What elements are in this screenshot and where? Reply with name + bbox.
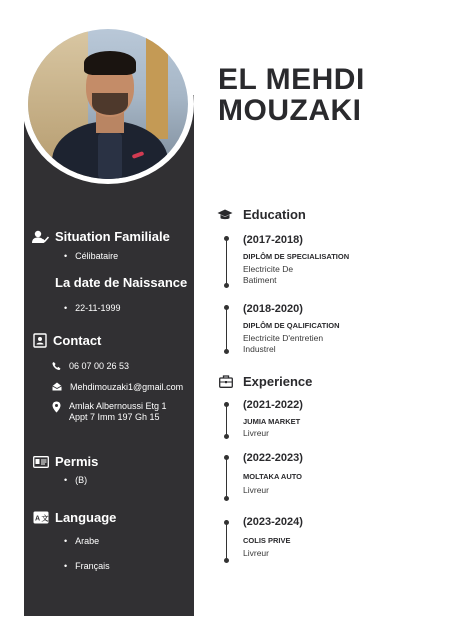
situation-heading bbox=[32, 229, 170, 244]
education-desc-line: Batiment bbox=[243, 275, 277, 285]
experience-years: (2021-2022) bbox=[243, 399, 303, 411]
language-item: • Français bbox=[64, 561, 110, 571]
experience-title: JUMIA MARKET bbox=[243, 417, 301, 426]
timeline-dot bbox=[224, 236, 229, 241]
candidate-name bbox=[218, 64, 458, 126]
timeline-dot bbox=[224, 305, 229, 310]
timeline-line bbox=[226, 456, 227, 499]
experience-title: COLIS PRIVE bbox=[243, 536, 291, 545]
timeline-dot bbox=[224, 520, 229, 525]
experience-desc: Livreur bbox=[243, 485, 269, 495]
permis-heading bbox=[33, 454, 98, 469]
location-pin-icon bbox=[52, 401, 61, 413]
education-desc-line: Electricite De bbox=[243, 264, 294, 274]
svg-text:文: 文 bbox=[41, 515, 49, 523]
address-line-1: Amlak Albernoussi Etg 1 bbox=[69, 401, 167, 411]
mail-icon bbox=[52, 382, 62, 391]
education-desc-line: Industrel bbox=[243, 344, 276, 354]
education-desc bbox=[243, 333, 323, 355]
contact-phone[interactable] bbox=[52, 361, 129, 372]
language-heading-text: Language bbox=[55, 510, 117, 525]
timeline-dot bbox=[224, 496, 229, 501]
education-heading bbox=[217, 207, 306, 222]
name-line-1: EL MEHDI bbox=[218, 63, 365, 96]
experience-heading bbox=[219, 374, 312, 389]
user-check-icon bbox=[32, 230, 49, 244]
language-heading bbox=[33, 510, 116, 525]
timeline-line bbox=[226, 237, 227, 287]
timeline-dot bbox=[224, 455, 229, 460]
education-title: DIPLÔM DE SPECIALISATION bbox=[243, 252, 350, 261]
experience-desc: Livreur bbox=[243, 548, 269, 558]
experience-heading-text: Experience bbox=[243, 374, 313, 389]
permis-heading-text: Permis bbox=[55, 454, 99, 469]
timeline-dot bbox=[224, 349, 229, 354]
contact-email-text: Mehdimouzaki1@gmail.com bbox=[70, 382, 184, 392]
experience-years: (2023-2024) bbox=[243, 516, 303, 528]
timeline-line bbox=[226, 403, 227, 437]
experience-title: MOLTAKA AUTO bbox=[243, 472, 303, 481]
timeline-dot bbox=[224, 434, 229, 439]
address-line-2: Appt 7 Imm 197 Gh 15 bbox=[69, 412, 160, 422]
education-desc-line: Electricite D'entretien bbox=[243, 333, 324, 343]
contact-card-icon bbox=[33, 333, 47, 348]
translate-icon bbox=[33, 511, 49, 524]
timeline-dot bbox=[224, 558, 229, 563]
situation-value: • Célibataire bbox=[64, 251, 118, 261]
contact-address-text bbox=[69, 401, 167, 423]
timeline-dot bbox=[224, 283, 229, 288]
language-item: • Arabe bbox=[64, 536, 99, 546]
education-title: DIPLÔM DE QALIFICATION bbox=[243, 321, 340, 330]
briefcase-icon bbox=[219, 375, 233, 388]
education-heading-text: Education bbox=[243, 207, 306, 222]
timeline-line bbox=[226, 521, 227, 561]
graduation-cap-icon bbox=[217, 209, 233, 221]
phone-icon bbox=[52, 361, 61, 371]
timeline-line bbox=[226, 306, 227, 353]
contact-email[interactable] bbox=[52, 382, 183, 393]
svg-text:A: A bbox=[35, 515, 41, 523]
education-years: (2018-2020) bbox=[243, 303, 303, 315]
birth-heading bbox=[55, 275, 187, 290]
contact-heading bbox=[33, 333, 101, 348]
birth-heading-text: La date de Naissance bbox=[55, 275, 188, 290]
situation-heading-text: Situation Familiale bbox=[55, 229, 170, 244]
name-line-2: MOUZAKI bbox=[218, 94, 362, 127]
birth-value: • 22-11-1999 bbox=[64, 303, 121, 313]
contact-heading-text: Contact bbox=[53, 333, 102, 348]
experience-years: (2022-2023) bbox=[243, 452, 303, 464]
permis-value: • (B) bbox=[64, 475, 87, 485]
education-years: (2017-2018) bbox=[243, 234, 303, 246]
experience-desc: Livreur bbox=[243, 428, 269, 438]
profile-photo bbox=[28, 29, 188, 179]
license-card-icon bbox=[33, 456, 49, 468]
contact-address bbox=[52, 401, 167, 423]
contact-phone-text: 06 07 00 26 53 bbox=[69, 361, 130, 371]
education-desc bbox=[243, 264, 293, 286]
timeline-dot bbox=[224, 402, 229, 407]
